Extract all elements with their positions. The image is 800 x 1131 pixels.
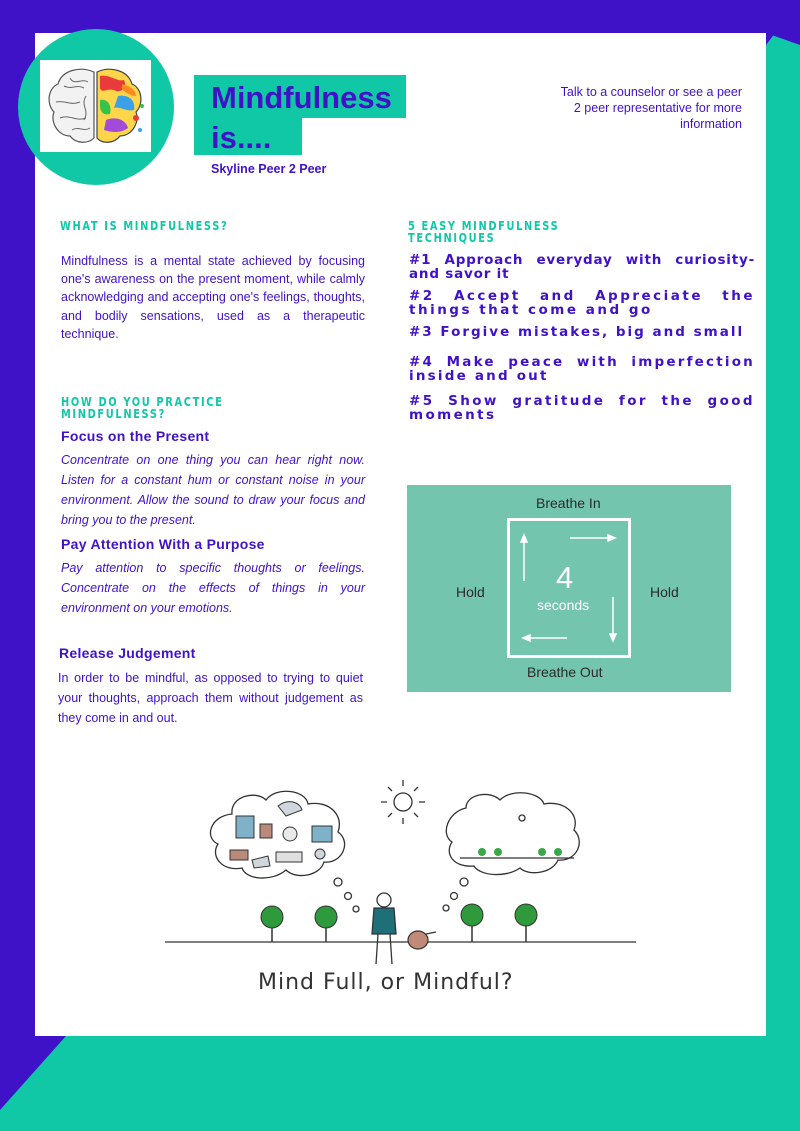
technique-item: #1 Approach everyday with curiosity-and savor it	[409, 252, 755, 282]
practice-item-title: Focus on the Present	[61, 428, 210, 444]
practice-item-text: Concentrate on one thing you can hear right now. Listen for a constant hum or constant noise in your environment. Allow the sound to draw your focus and bring you to the present.	[61, 453, 365, 527]
breathe-in-label: Breathe In	[536, 495, 601, 511]
breathing-arrows-icon	[407, 485, 731, 692]
what-is-body: Mindfulness is a mental state achieved by focusing one's awareness on the present moment, while calmly acknowledging and accepting one's feelings, thoughts, and bodily sensations, used as a therapeutic technique.	[61, 254, 365, 341]
brain-logo	[40, 60, 151, 152]
breathe-out-label: Breathe Out	[527, 664, 603, 680]
techniques-heading: 5 EASY MINDFULNESS TECHNIQUES	[408, 219, 560, 245]
breath-unit: seconds	[537, 597, 590, 613]
hold-left-label: Hold	[456, 584, 485, 600]
practice-heading: HOW DO YOU PRACTICE MINDFULNESS?	[61, 395, 224, 421]
practice-item-title: Pay Attention With a Purpose	[61, 536, 265, 552]
practice-item-text: Pay attention to specific thoughts or feelings. Concentrate on the effects of things in your environment on your emotions.	[61, 561, 365, 615]
breath-count: 4	[556, 560, 574, 595]
box-breathing-diagram	[407, 485, 731, 692]
technique-item: #4 Make peace with imperfection inside and out	[409, 354, 755, 384]
contact-info: Talk to a counselor or see a peer 2 peer representative for more information	[560, 85, 742, 131]
illustration-caption: Mind Full, or Mindful?	[258, 970, 514, 995]
hold-right-label: Hold	[650, 584, 679, 600]
brain-icon	[40, 60, 151, 152]
subtitle: Skyline Peer 2 Peer	[211, 162, 327, 176]
practice-item-text: In order to be mindful, as opposed to trying to quiet your thoughts, approach them without judgement as they come in and out.	[58, 671, 363, 725]
what-is-heading: WHAT IS MINDFULNESS?	[60, 219, 229, 233]
technique-item: #5 Show gratitude for the good moments	[409, 393, 755, 423]
practice-item-title: Release Judgement	[59, 645, 196, 661]
technique-item: #3 Forgive mistakes, big and small	[409, 324, 745, 340]
technique-item: #2 Accept and Appreciate the things that come and go	[409, 288, 755, 318]
page-title: Mindfulness is....	[211, 80, 392, 155]
